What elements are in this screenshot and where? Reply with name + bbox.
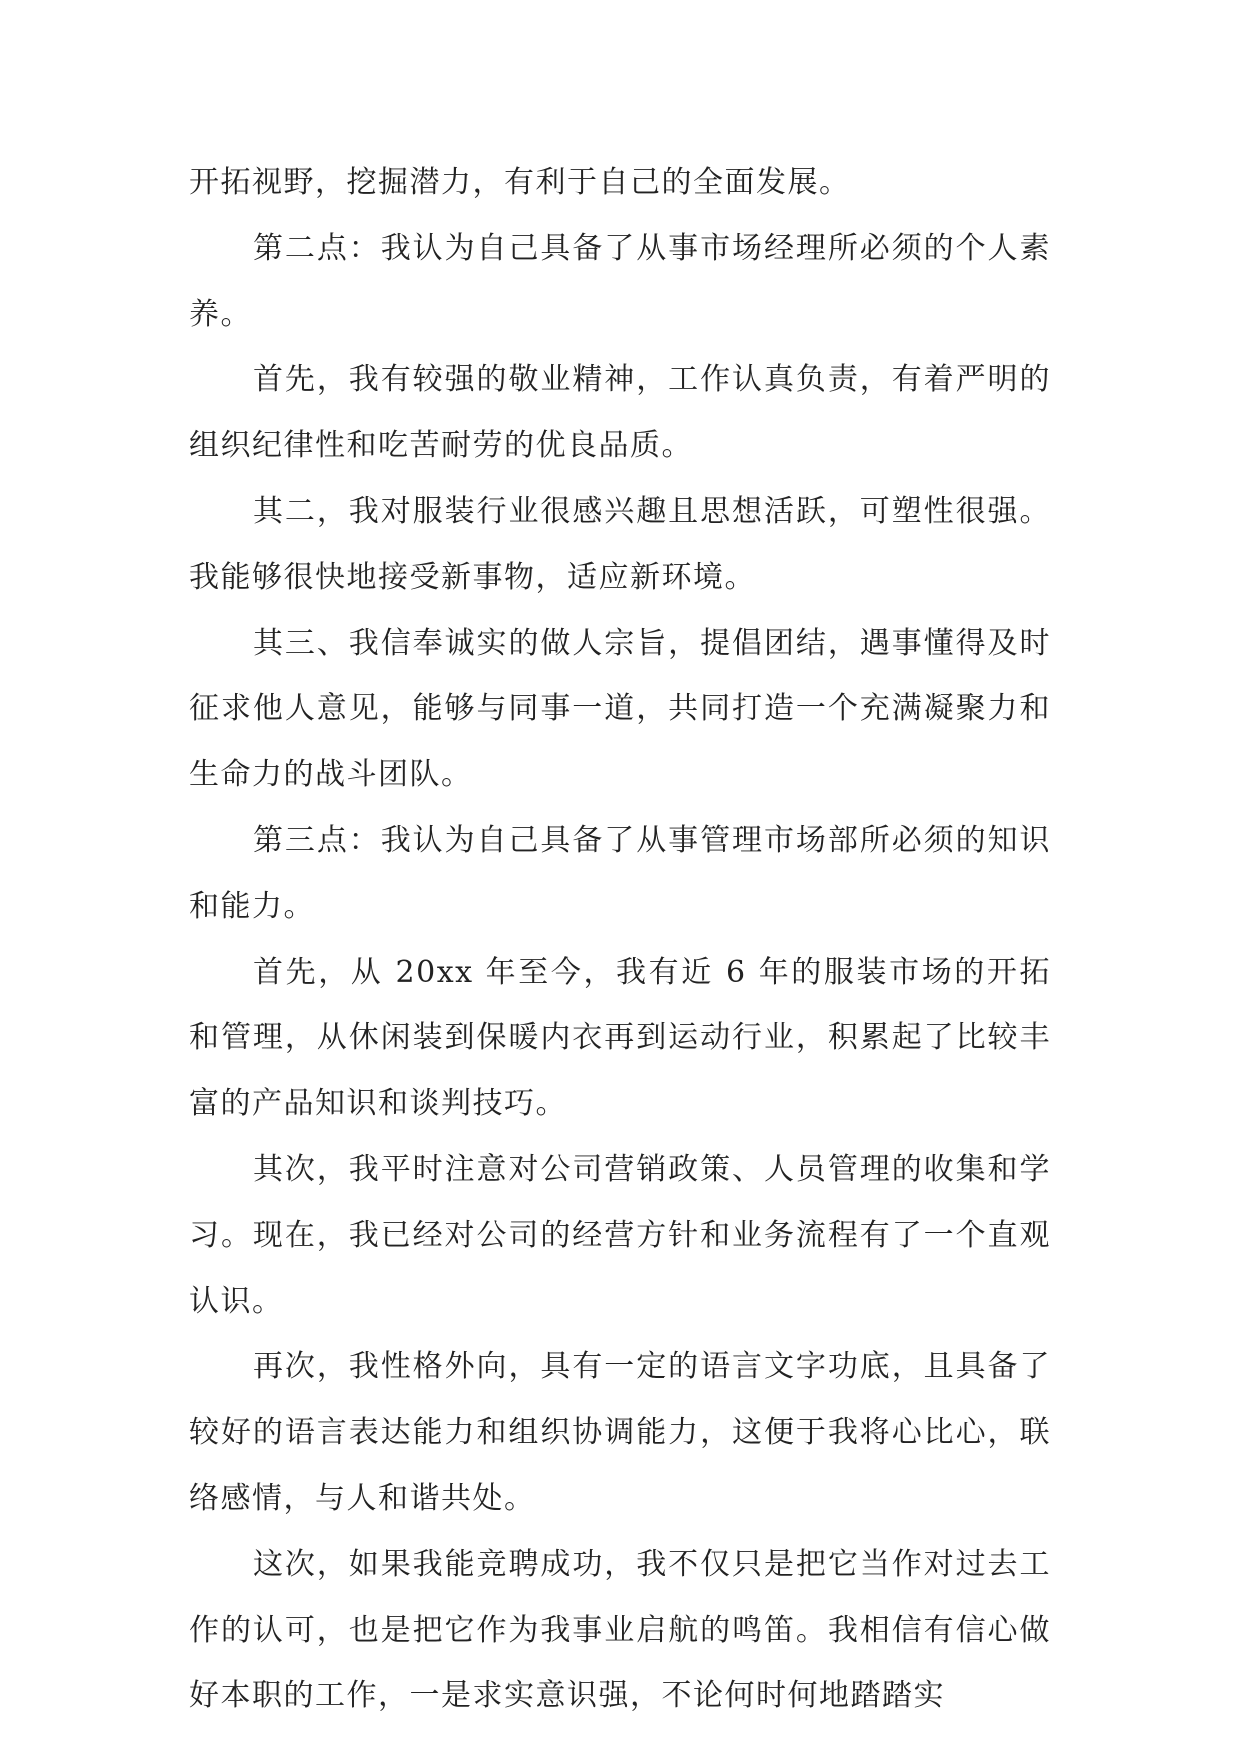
paragraph-6: 第三点：我认为自己具备了从事管理市场部所必须的知识和能力。 bbox=[189, 822, 1051, 924]
paragraph-9: 再次，我性格外向，具有一定的语言文字功底，且具备了较好的语言表达能力和组织协调能力，这便于我将心比心，联络感情，与人和谐共处。 bbox=[189, 1349, 1051, 1516]
paragraph-3: 首先，我有较强的敬业精神，工作认真负责，有着严明的组织纪律性和吃苦耐劳的优良品质。 bbox=[189, 362, 1051, 464]
paragraph-7: 首先，从 20xx 年至今，我有近 6 年的服装市场的开拓和管理，从休闲装到保暖内衣再到运动行业，积累起了比较丰富的产品知识和谈判技巧。 bbox=[189, 954, 1051, 1122]
paragraph-5: 其三、我信奉诚实的做人宗旨，提倡团结，遇事懂得及时征求他人意见，能够与同事一道，共同打造一个充满凝聚力和生命力的战斗团队。 bbox=[189, 625, 1051, 793]
paragraph-8: 其次，我平时注意对公司营销政策、人员管理的收集和学习。现在，我已经对公司的经营方针和业务流程有了一个直观认识。 bbox=[189, 1151, 1051, 1319]
paragraph-2: 第二点：我认为自己具备了从事市场经理所必须的个人素养。 bbox=[189, 230, 1051, 332]
body-text bbox=[189, 150, 1051, 1729]
paragraph-1: 开拓视野，挖掘潜力，有利于自己的全面发展。 bbox=[189, 165, 851, 200]
paragraph-4: 其二，我对服装行业很感兴趣且思想活跃，可塑性很强。我能够很快地接受新事物，适应新环境。 bbox=[189, 493, 1051, 595]
paragraph-10: 这次，如果我能竞聘成功，我不仅只是把它当作对过去工作的认可，也是把它作为我事业启航的鸣笛。我相信有信心做好本职的工作，一是求实意识强，不论何时何地踏踏实 bbox=[189, 1546, 1051, 1714]
